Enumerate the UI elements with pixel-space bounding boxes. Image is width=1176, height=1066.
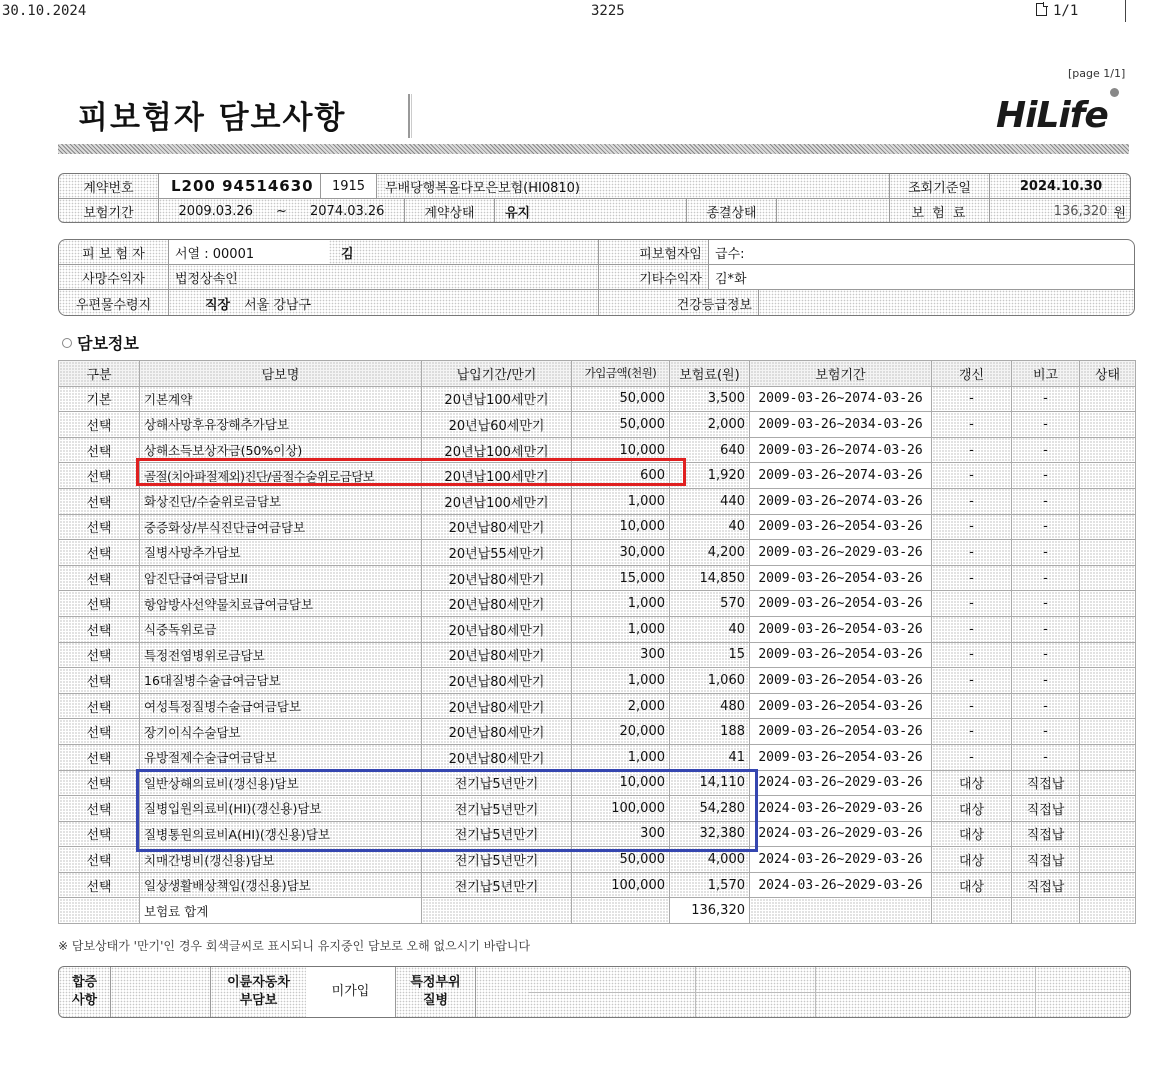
row-term: 20년납60세만기 bbox=[422, 412, 572, 438]
page-counter-value: 1/1 bbox=[1053, 3, 1079, 19]
row-state bbox=[1080, 642, 1136, 668]
row-period: 2024-03-26~2029-03-26 bbox=[750, 821, 932, 847]
row-type: 선택 bbox=[59, 847, 140, 873]
mail-type: 직장 bbox=[205, 298, 231, 313]
job-label: 피보험자임 bbox=[599, 240, 709, 265]
row-type: 선택 bbox=[59, 642, 140, 668]
row-renew: - bbox=[932, 412, 1012, 438]
row-term: 20년납80세만기 bbox=[422, 642, 572, 668]
row-name: 질병통원의료비A(HI)(갱신용)담보 bbox=[140, 821, 422, 847]
table-row bbox=[59, 770, 1136, 796]
row-state bbox=[1080, 821, 1136, 847]
row-amount: 100,000 bbox=[572, 872, 670, 898]
merge-info-value bbox=[111, 967, 211, 1017]
row-state bbox=[1080, 591, 1136, 617]
row-note: 직접납 bbox=[1012, 821, 1080, 847]
row-note: - bbox=[1012, 616, 1080, 642]
row-term: 20년납80세만기 bbox=[422, 591, 572, 617]
row-state bbox=[1080, 412, 1136, 438]
premium-value-cell bbox=[990, 199, 1131, 223]
row-period: 2009-03-26~2054-03-26 bbox=[750, 565, 932, 591]
row-period: 2009-03-26~2029-03-26 bbox=[750, 540, 932, 566]
row-term: 전기납5년만기 bbox=[422, 872, 572, 898]
premium-value: 136,320 bbox=[1053, 204, 1108, 219]
row-name: 유방절제수술급여금담보 bbox=[140, 744, 422, 770]
col-amount: 가입금액(천원) bbox=[572, 361, 670, 387]
specific-part-line2: 질병 bbox=[422, 993, 449, 1008]
row-premium: 4,000 bbox=[670, 847, 750, 873]
page-label: [page 1/1] bbox=[1068, 67, 1126, 80]
death-beneficiary-label: 사망수익자 bbox=[59, 265, 169, 290]
motorcycle-label bbox=[211, 967, 306, 1017]
premium-label: 보 험 료 bbox=[890, 199, 990, 223]
header-divider bbox=[1125, 0, 1126, 22]
period-end: 2074.03.26 bbox=[310, 204, 385, 219]
table-row bbox=[59, 565, 1136, 591]
table-row bbox=[59, 719, 1136, 745]
row-renew: 대상 bbox=[932, 796, 1012, 822]
row-note: 직접납 bbox=[1012, 770, 1080, 796]
row-amount: 1,000 bbox=[572, 668, 670, 694]
table-row bbox=[59, 668, 1136, 694]
insured-label: 피 보 험 자 bbox=[59, 240, 169, 265]
row-note: 직접납 bbox=[1012, 796, 1080, 822]
coverage-section-title bbox=[62, 331, 139, 354]
row-renew: - bbox=[932, 642, 1012, 668]
row-term: 전기납5년만기 bbox=[422, 796, 572, 822]
row-period: 2009-03-26~2074-03-26 bbox=[750, 437, 932, 463]
row-premium: 1,920 bbox=[670, 463, 750, 489]
row-amount: 10,000 bbox=[572, 437, 670, 463]
row-renew: - bbox=[932, 719, 1012, 745]
table-row bbox=[59, 386, 1136, 412]
coverage-body bbox=[59, 386, 1136, 923]
period-range bbox=[159, 199, 405, 223]
table-row bbox=[59, 463, 1136, 489]
row-name: 상해소득보상자금(50%이상) bbox=[140, 437, 422, 463]
row-renew: - bbox=[932, 744, 1012, 770]
total-row bbox=[59, 898, 1136, 924]
row-state bbox=[1080, 668, 1136, 694]
row-amount: 2,000 bbox=[572, 693, 670, 719]
page-title: 피보험자 담보사항 bbox=[78, 100, 347, 136]
premium-unit: 원 bbox=[1113, 206, 1126, 221]
row-name: 기본계약 bbox=[140, 386, 422, 412]
row-state bbox=[1080, 437, 1136, 463]
row-note: - bbox=[1012, 668, 1080, 694]
row-type: 선택 bbox=[59, 591, 140, 617]
row-note: 직접납 bbox=[1012, 872, 1080, 898]
row-premium: 41 bbox=[670, 744, 750, 770]
motorcycle-value: 미가입 bbox=[306, 967, 396, 1017]
row-premium: 40 bbox=[670, 514, 750, 540]
notice-text: ※ 담보상태가 '만기'인 경우 회색글씨로 표시되니 유지중인 담보로 오해 없으시기 바랍니다 bbox=[58, 939, 531, 953]
row-term: 20년납80세만기 bbox=[422, 668, 572, 694]
logo-dot bbox=[1110, 88, 1119, 97]
row-period: 2009-03-26~2034-03-26 bbox=[750, 412, 932, 438]
row-type: 선택 bbox=[59, 616, 140, 642]
footer-grid-line bbox=[1035, 967, 1036, 1017]
table-row bbox=[59, 744, 1136, 770]
row-term: 20년납80세만기 bbox=[422, 616, 572, 642]
row-period: 2009-03-26~2074-03-26 bbox=[750, 463, 932, 489]
row-name: 화상진단/수술위로금담보 bbox=[140, 488, 422, 514]
row-name: 식중독위로금 bbox=[140, 616, 422, 642]
row-state bbox=[1080, 719, 1136, 745]
row-renew: - bbox=[932, 514, 1012, 540]
row-note: - bbox=[1012, 693, 1080, 719]
row-renew: - bbox=[932, 616, 1012, 642]
end-status-value bbox=[777, 199, 890, 223]
row-name: 16대질병수술급여금담보 bbox=[140, 668, 422, 694]
row-premium: 40 bbox=[670, 616, 750, 642]
row-amount: 100,000 bbox=[572, 796, 670, 822]
row-name: 특정전염병위로금담보 bbox=[140, 642, 422, 668]
job-value: 급수: bbox=[709, 240, 1135, 265]
contract-status-label: 계약상태 bbox=[405, 199, 495, 223]
row-type: 선택 bbox=[59, 770, 140, 796]
row-note: - bbox=[1012, 540, 1080, 566]
row-premium: 188 bbox=[670, 719, 750, 745]
row-renew: - bbox=[932, 488, 1012, 514]
row-name: 질병입원의료비(HI)(갱신용)담보 bbox=[140, 796, 422, 822]
section-bullet-icon bbox=[62, 338, 72, 348]
contract-info-box bbox=[58, 173, 1131, 223]
inquiry-date-label: 조회기준일 bbox=[890, 174, 990, 199]
row-state bbox=[1080, 847, 1136, 873]
health-grade-label: 건강등급정보 bbox=[599, 290, 759, 316]
row-premium: 4,200 bbox=[670, 540, 750, 566]
row-period: 2024-03-26~2029-03-26 bbox=[750, 770, 932, 796]
row-amount: 300 bbox=[572, 642, 670, 668]
col-name: 담보명 bbox=[140, 361, 422, 387]
row-type: 선택 bbox=[59, 668, 140, 694]
row-name: 항암방사선약물치료급여금담보 bbox=[140, 591, 422, 617]
row-amount: 1,000 bbox=[572, 616, 670, 642]
row-renew: 대상 bbox=[932, 770, 1012, 796]
row-type: 선택 bbox=[59, 872, 140, 898]
coverage-section-label: 담보정보 bbox=[77, 334, 139, 353]
table-row bbox=[59, 514, 1136, 540]
col-renew: 갱신 bbox=[932, 361, 1012, 387]
row-term: 20년납55세만기 bbox=[422, 540, 572, 566]
row-renew: 대상 bbox=[932, 821, 1012, 847]
row-renew: 대상 bbox=[932, 847, 1012, 873]
row-state bbox=[1080, 616, 1136, 642]
mail-address-value bbox=[169, 290, 599, 316]
table-row bbox=[59, 872, 1136, 898]
table-row bbox=[59, 847, 1136, 873]
row-amount: 20,000 bbox=[572, 719, 670, 745]
specific-part-line1: 특정부위 bbox=[410, 975, 461, 990]
row-state bbox=[1080, 386, 1136, 412]
inquiry-date-value: 2024.10.30 bbox=[990, 174, 1131, 199]
row-name: 암진단급여금담보II bbox=[140, 565, 422, 591]
row-period: 2024-03-26~2029-03-26 bbox=[750, 872, 932, 898]
row-period: 2024-03-26~2029-03-26 bbox=[750, 796, 932, 822]
print-header bbox=[0, 0, 1176, 26]
total-empty bbox=[1012, 898, 1080, 924]
row-amount: 1,000 bbox=[572, 744, 670, 770]
table-row bbox=[59, 616, 1136, 642]
row-name: 일상생활배상책임(갱신용)담보 bbox=[140, 872, 422, 898]
row-type: 선택 bbox=[59, 796, 140, 822]
contract-no-value: L200 94514630 bbox=[159, 174, 321, 199]
period-label: 보험기간 bbox=[59, 199, 159, 223]
row-note: - bbox=[1012, 642, 1080, 668]
row-type: 선택 bbox=[59, 719, 140, 745]
row-amount: 1,000 bbox=[572, 591, 670, 617]
row-premium: 480 bbox=[670, 693, 750, 719]
total-empty bbox=[572, 898, 670, 924]
row-renew: - bbox=[932, 591, 1012, 617]
row-type: 선택 bbox=[59, 514, 140, 540]
row-name: 상해사망후유장해추가담보 bbox=[140, 412, 422, 438]
specific-part-label bbox=[396, 967, 476, 1017]
row-amount: 1,000 bbox=[572, 488, 670, 514]
total-empty bbox=[59, 898, 140, 924]
row-term: 전기납5년만기 bbox=[422, 821, 572, 847]
table-row bbox=[59, 437, 1136, 463]
row-state bbox=[1080, 770, 1136, 796]
table-row bbox=[59, 412, 1136, 438]
col-term: 납입기간/만기 bbox=[422, 361, 572, 387]
table-row bbox=[59, 693, 1136, 719]
page-counter bbox=[1036, 3, 1078, 19]
row-renew: - bbox=[932, 540, 1012, 566]
table-row bbox=[59, 540, 1136, 566]
row-name: 질병사망추가담보 bbox=[140, 540, 422, 566]
row-period: 2009-03-26~2054-03-26 bbox=[750, 693, 932, 719]
row-premium: 1,570 bbox=[670, 872, 750, 898]
row-name: 장기이식수술담보 bbox=[140, 719, 422, 745]
row-period: 2009-03-26~2054-03-26 bbox=[750, 719, 932, 745]
insured-info-box bbox=[58, 239, 1135, 316]
print-code: 3225 bbox=[591, 3, 625, 19]
row-type: 선택 bbox=[59, 488, 140, 514]
row-renew: - bbox=[932, 437, 1012, 463]
row-term: 20년납80세만기 bbox=[422, 744, 572, 770]
row-period: 2009-03-26~2054-03-26 bbox=[750, 744, 932, 770]
row-note: - bbox=[1012, 437, 1080, 463]
contract-status-value: 유지 bbox=[495, 199, 687, 223]
row-period: 2009-03-26~2054-03-26 bbox=[750, 616, 932, 642]
title-separator bbox=[408, 94, 412, 138]
row-type: 선택 bbox=[59, 693, 140, 719]
hatch-divider bbox=[58, 144, 1129, 154]
period-separator: ~ bbox=[276, 204, 287, 219]
contract-product: 무배당행복올다모은보험(HI0810) bbox=[377, 174, 890, 199]
table-row bbox=[59, 796, 1136, 822]
coverage-table bbox=[58, 360, 1136, 924]
col-period: 보험기간 bbox=[750, 361, 932, 387]
row-premium: 3,500 bbox=[670, 386, 750, 412]
row-period: 2009-03-26~2054-03-26 bbox=[750, 642, 932, 668]
col-note: 비고 bbox=[1012, 361, 1080, 387]
row-premium: 32,380 bbox=[670, 821, 750, 847]
row-type: 선택 bbox=[59, 821, 140, 847]
merge-info-line1: 합증 bbox=[71, 975, 98, 990]
row-type: 선택 bbox=[59, 463, 140, 489]
period-start: 2009.03.26 bbox=[178, 204, 253, 219]
row-name: 골절(치아파절제외)진단/골절수술위로금담보 bbox=[140, 463, 422, 489]
row-term: 전기납5년만기 bbox=[422, 847, 572, 873]
table-row bbox=[59, 642, 1136, 668]
merge-info-line2: 사항 bbox=[71, 993, 98, 1008]
row-amount: 50,000 bbox=[572, 412, 670, 438]
row-state bbox=[1080, 693, 1136, 719]
row-note: 직접납 bbox=[1012, 847, 1080, 873]
row-premium: 440 bbox=[670, 488, 750, 514]
footer-grid-line bbox=[695, 967, 696, 1017]
row-renew: 대상 bbox=[932, 872, 1012, 898]
row-note: - bbox=[1012, 412, 1080, 438]
row-note: - bbox=[1012, 565, 1080, 591]
total-empty bbox=[932, 898, 1012, 924]
row-term: 20년납80세만기 bbox=[422, 514, 572, 540]
row-note: - bbox=[1012, 463, 1080, 489]
row-period: 2009-03-26~2054-03-26 bbox=[750, 514, 932, 540]
row-premium: 14,850 bbox=[670, 565, 750, 591]
row-period: 2009-03-26~2054-03-26 bbox=[750, 591, 932, 617]
row-type: 선택 bbox=[59, 744, 140, 770]
row-renew: - bbox=[932, 668, 1012, 694]
other-beneficiary-label: 기타수익자 bbox=[599, 265, 709, 290]
row-name: 일반상해의료비(갱신용)담보 bbox=[140, 770, 422, 796]
col-premium: 보험료(원) bbox=[670, 361, 750, 387]
row-state bbox=[1080, 514, 1136, 540]
row-term: 20년납100세만기 bbox=[422, 488, 572, 514]
row-premium: 640 bbox=[670, 437, 750, 463]
row-premium: 570 bbox=[670, 591, 750, 617]
row-note: - bbox=[1012, 591, 1080, 617]
row-state bbox=[1080, 488, 1136, 514]
mail-address-label: 우편물수령지 bbox=[59, 290, 169, 316]
row-amount: 600 bbox=[572, 463, 670, 489]
row-note: - bbox=[1012, 488, 1080, 514]
mail-addr: 서울 강남구 bbox=[244, 298, 312, 313]
motorcycle-line2: 부담보 bbox=[239, 993, 278, 1008]
row-note: - bbox=[1012, 744, 1080, 770]
coverage-header-row bbox=[59, 361, 1136, 387]
row-type: 선택 bbox=[59, 540, 140, 566]
row-premium: 15 bbox=[670, 642, 750, 668]
table-row bbox=[59, 821, 1136, 847]
row-state bbox=[1080, 744, 1136, 770]
row-type: 선택 bbox=[59, 412, 140, 438]
row-type: 선택 bbox=[59, 565, 140, 591]
row-amount: 10,000 bbox=[572, 514, 670, 540]
row-period: 2009-03-26~2054-03-26 bbox=[750, 668, 932, 694]
row-term: 20년납80세만기 bbox=[422, 693, 572, 719]
row-note: - bbox=[1012, 386, 1080, 412]
row-term: 20년납80세만기 bbox=[422, 719, 572, 745]
row-note: - bbox=[1012, 719, 1080, 745]
footer-grid-line bbox=[529, 992, 1131, 993]
col-state: 상태 bbox=[1080, 361, 1136, 387]
row-term: 20년납100세만기 bbox=[422, 437, 572, 463]
contract-no-label: 계약번호 bbox=[59, 174, 159, 199]
total-empty bbox=[422, 898, 572, 924]
row-renew: - bbox=[932, 693, 1012, 719]
row-state bbox=[1080, 565, 1136, 591]
row-term: 20년납100세만기 bbox=[422, 463, 572, 489]
footer-box bbox=[58, 966, 1131, 1018]
total-value: 136,320 bbox=[670, 898, 750, 924]
contract-code: 1915 bbox=[321, 174, 377, 199]
row-period: 2009-03-26~2074-03-26 bbox=[750, 488, 932, 514]
row-term: 전기납5년만기 bbox=[422, 770, 572, 796]
row-note: - bbox=[1012, 514, 1080, 540]
row-name: 중증화상/부식진단급여금담보 bbox=[140, 514, 422, 540]
row-renew: - bbox=[932, 386, 1012, 412]
row-amount: 50,000 bbox=[572, 386, 670, 412]
row-renew: - bbox=[932, 565, 1012, 591]
row-term: 20년납100세만기 bbox=[422, 386, 572, 412]
row-state bbox=[1080, 796, 1136, 822]
footer-grid-line bbox=[815, 967, 816, 1017]
total-label: 보험료 합계 bbox=[140, 898, 422, 924]
row-period: 2009-03-26~2074-03-26 bbox=[750, 386, 932, 412]
health-grade-value bbox=[759, 290, 1135, 316]
total-empty bbox=[1080, 898, 1136, 924]
insured-value: 서열 : 00001 bbox=[169, 240, 391, 265]
row-amount: 50,000 bbox=[572, 847, 670, 873]
insured-name: 김 bbox=[329, 240, 599, 265]
print-date: 30.10.2024 bbox=[2, 3, 87, 19]
merge-info-label bbox=[59, 967, 111, 1017]
row-amount: 30,000 bbox=[572, 540, 670, 566]
row-term: 20년납80세만기 bbox=[422, 565, 572, 591]
row-name: 치매간병비(갱신용)담보 bbox=[140, 847, 422, 873]
death-beneficiary-value: 법정상속인 bbox=[169, 265, 599, 290]
row-period: 2024-03-26~2029-03-26 bbox=[750, 847, 932, 873]
row-type: 선택 bbox=[59, 437, 140, 463]
row-renew: - bbox=[932, 463, 1012, 489]
hilife-logo: HiLife bbox=[996, 95, 1108, 136]
table-row bbox=[59, 591, 1136, 617]
row-premium: 1,060 bbox=[670, 668, 750, 694]
row-type: 기본 bbox=[59, 386, 140, 412]
row-amount: 10,000 bbox=[572, 770, 670, 796]
row-premium: 2,000 bbox=[670, 412, 750, 438]
motorcycle-line1: 이륜자동차 bbox=[227, 975, 290, 990]
row-state bbox=[1080, 872, 1136, 898]
row-amount: 15,000 bbox=[572, 565, 670, 591]
row-amount: 300 bbox=[572, 821, 670, 847]
total-empty bbox=[750, 898, 932, 924]
row-premium: 14,110 bbox=[670, 770, 750, 796]
col-type: 구분 bbox=[59, 361, 140, 387]
document-icon bbox=[1036, 3, 1047, 16]
row-name: 여성특정질병수술급여금담보 bbox=[140, 693, 422, 719]
other-beneficiary-value: 김*화 bbox=[709, 265, 1135, 290]
row-state bbox=[1080, 463, 1136, 489]
end-status-label: 종결상태 bbox=[687, 199, 777, 223]
table-row bbox=[59, 488, 1136, 514]
row-state bbox=[1080, 540, 1136, 566]
row-premium: 54,280 bbox=[670, 796, 750, 822]
